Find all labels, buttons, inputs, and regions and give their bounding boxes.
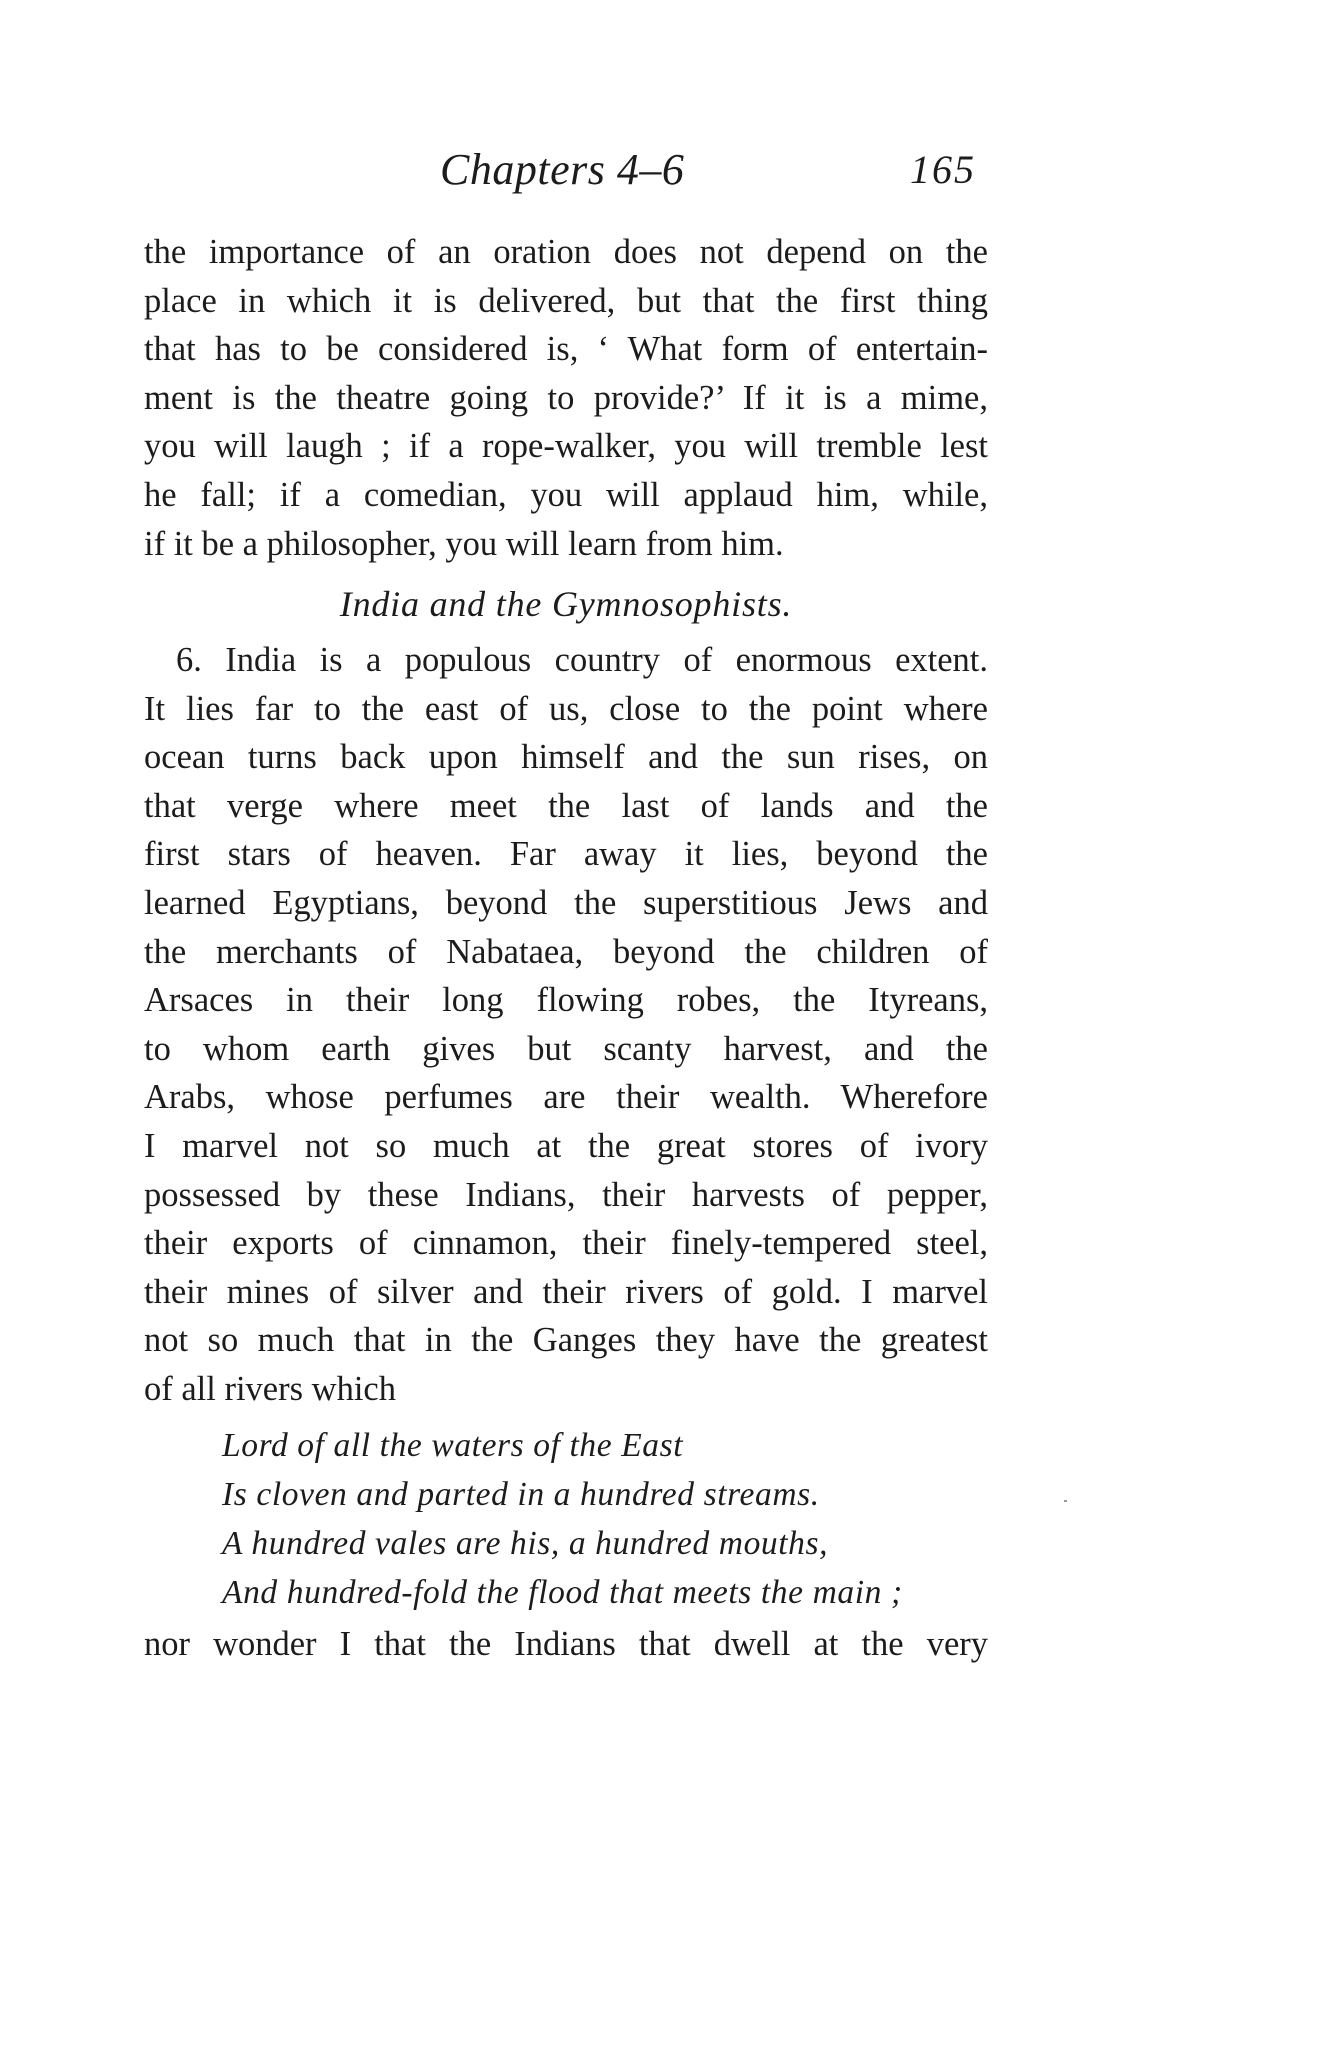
text-line: nor wonder I that the Indians that dwell at the very	[144, 1625, 988, 1663]
text-line: the merchants of Nabataea, beyond the children of	[144, 932, 988, 971]
text-line: that has to be considered is, ‘ What form of entertain-	[144, 330, 988, 369]
verse-line: A hundred vales are his, a hundred mouths,	[222, 1525, 829, 1562]
text-line: learned Egyptians, beyond the superstitious Jews and	[144, 883, 988, 922]
text-line: he fall; if a comedian, you will applaud him, while,	[144, 475, 988, 514]
verse-line: Is cloven and parted in a hundred streams.	[222, 1476, 820, 1513]
text-line: Arabs, whose perfumes are their wealth. Wherefore	[144, 1078, 988, 1117]
verse-line: Lord of all the waters of the East	[222, 1427, 684, 1464]
page-speck	[1064, 1500, 1067, 1502]
text-block	[144, 228, 988, 1663]
paragraph-2	[144, 636, 988, 1414]
text-line: Arsaces in their long flowing robes, the Ityreans,	[144, 981, 988, 1020]
running-title: Chapters 4–6	[440, 145, 685, 194]
paragraph-1	[144, 228, 988, 568]
text-line: It lies far to the east of us, close to the point where	[144, 689, 988, 728]
text-line: ment is the theatre going to provide?’ If it is a mime,	[144, 378, 988, 417]
running-head	[0, 140, 1331, 200]
text-line: their exports of cinnamon, their finely-tempered steel,	[144, 1224, 988, 1263]
text-line: that verge where meet the last of lands and the	[144, 786, 988, 825]
paragraph-3	[144, 1620, 988, 1669]
text-line: ocean turns back upon himself and the sun rises, on	[144, 738, 988, 777]
page-number: 165	[910, 147, 976, 192]
text-line: if it be a philosopher, you will learn from him.	[144, 524, 784, 563]
text-line: not so much that in the Ganges they have the greatest	[144, 1321, 988, 1360]
text-line: of all rivers which	[144, 1369, 396, 1408]
text-line: their mines of silver and their rivers of gold. I marvel	[144, 1272, 988, 1311]
text-line: to whom earth gives but scanty harvest, and the	[144, 1029, 988, 1068]
text-line: first stars of heaven. Far away it lies, beyond the	[144, 835, 988, 874]
text-line: possessed by these Indians, their harvests of pepper,	[144, 1175, 988, 1214]
section-heading: India and the Gymnosophists.	[339, 584, 793, 624]
text-line: 6. India is a populous country of enormous extent.	[176, 641, 988, 679]
text-line: you will laugh ; if a rope-walker, you will tremble lest	[144, 427, 988, 466]
text-line: place in which it is delivered, but that the first thing	[144, 281, 988, 320]
text-line: I marvel not so much at the great stores of ivory	[144, 1126, 988, 1165]
text-line: the importance of an oration does not depend on the	[144, 233, 988, 271]
verse-line: And hundred-fold the flood that meets the main ;	[222, 1574, 903, 1611]
